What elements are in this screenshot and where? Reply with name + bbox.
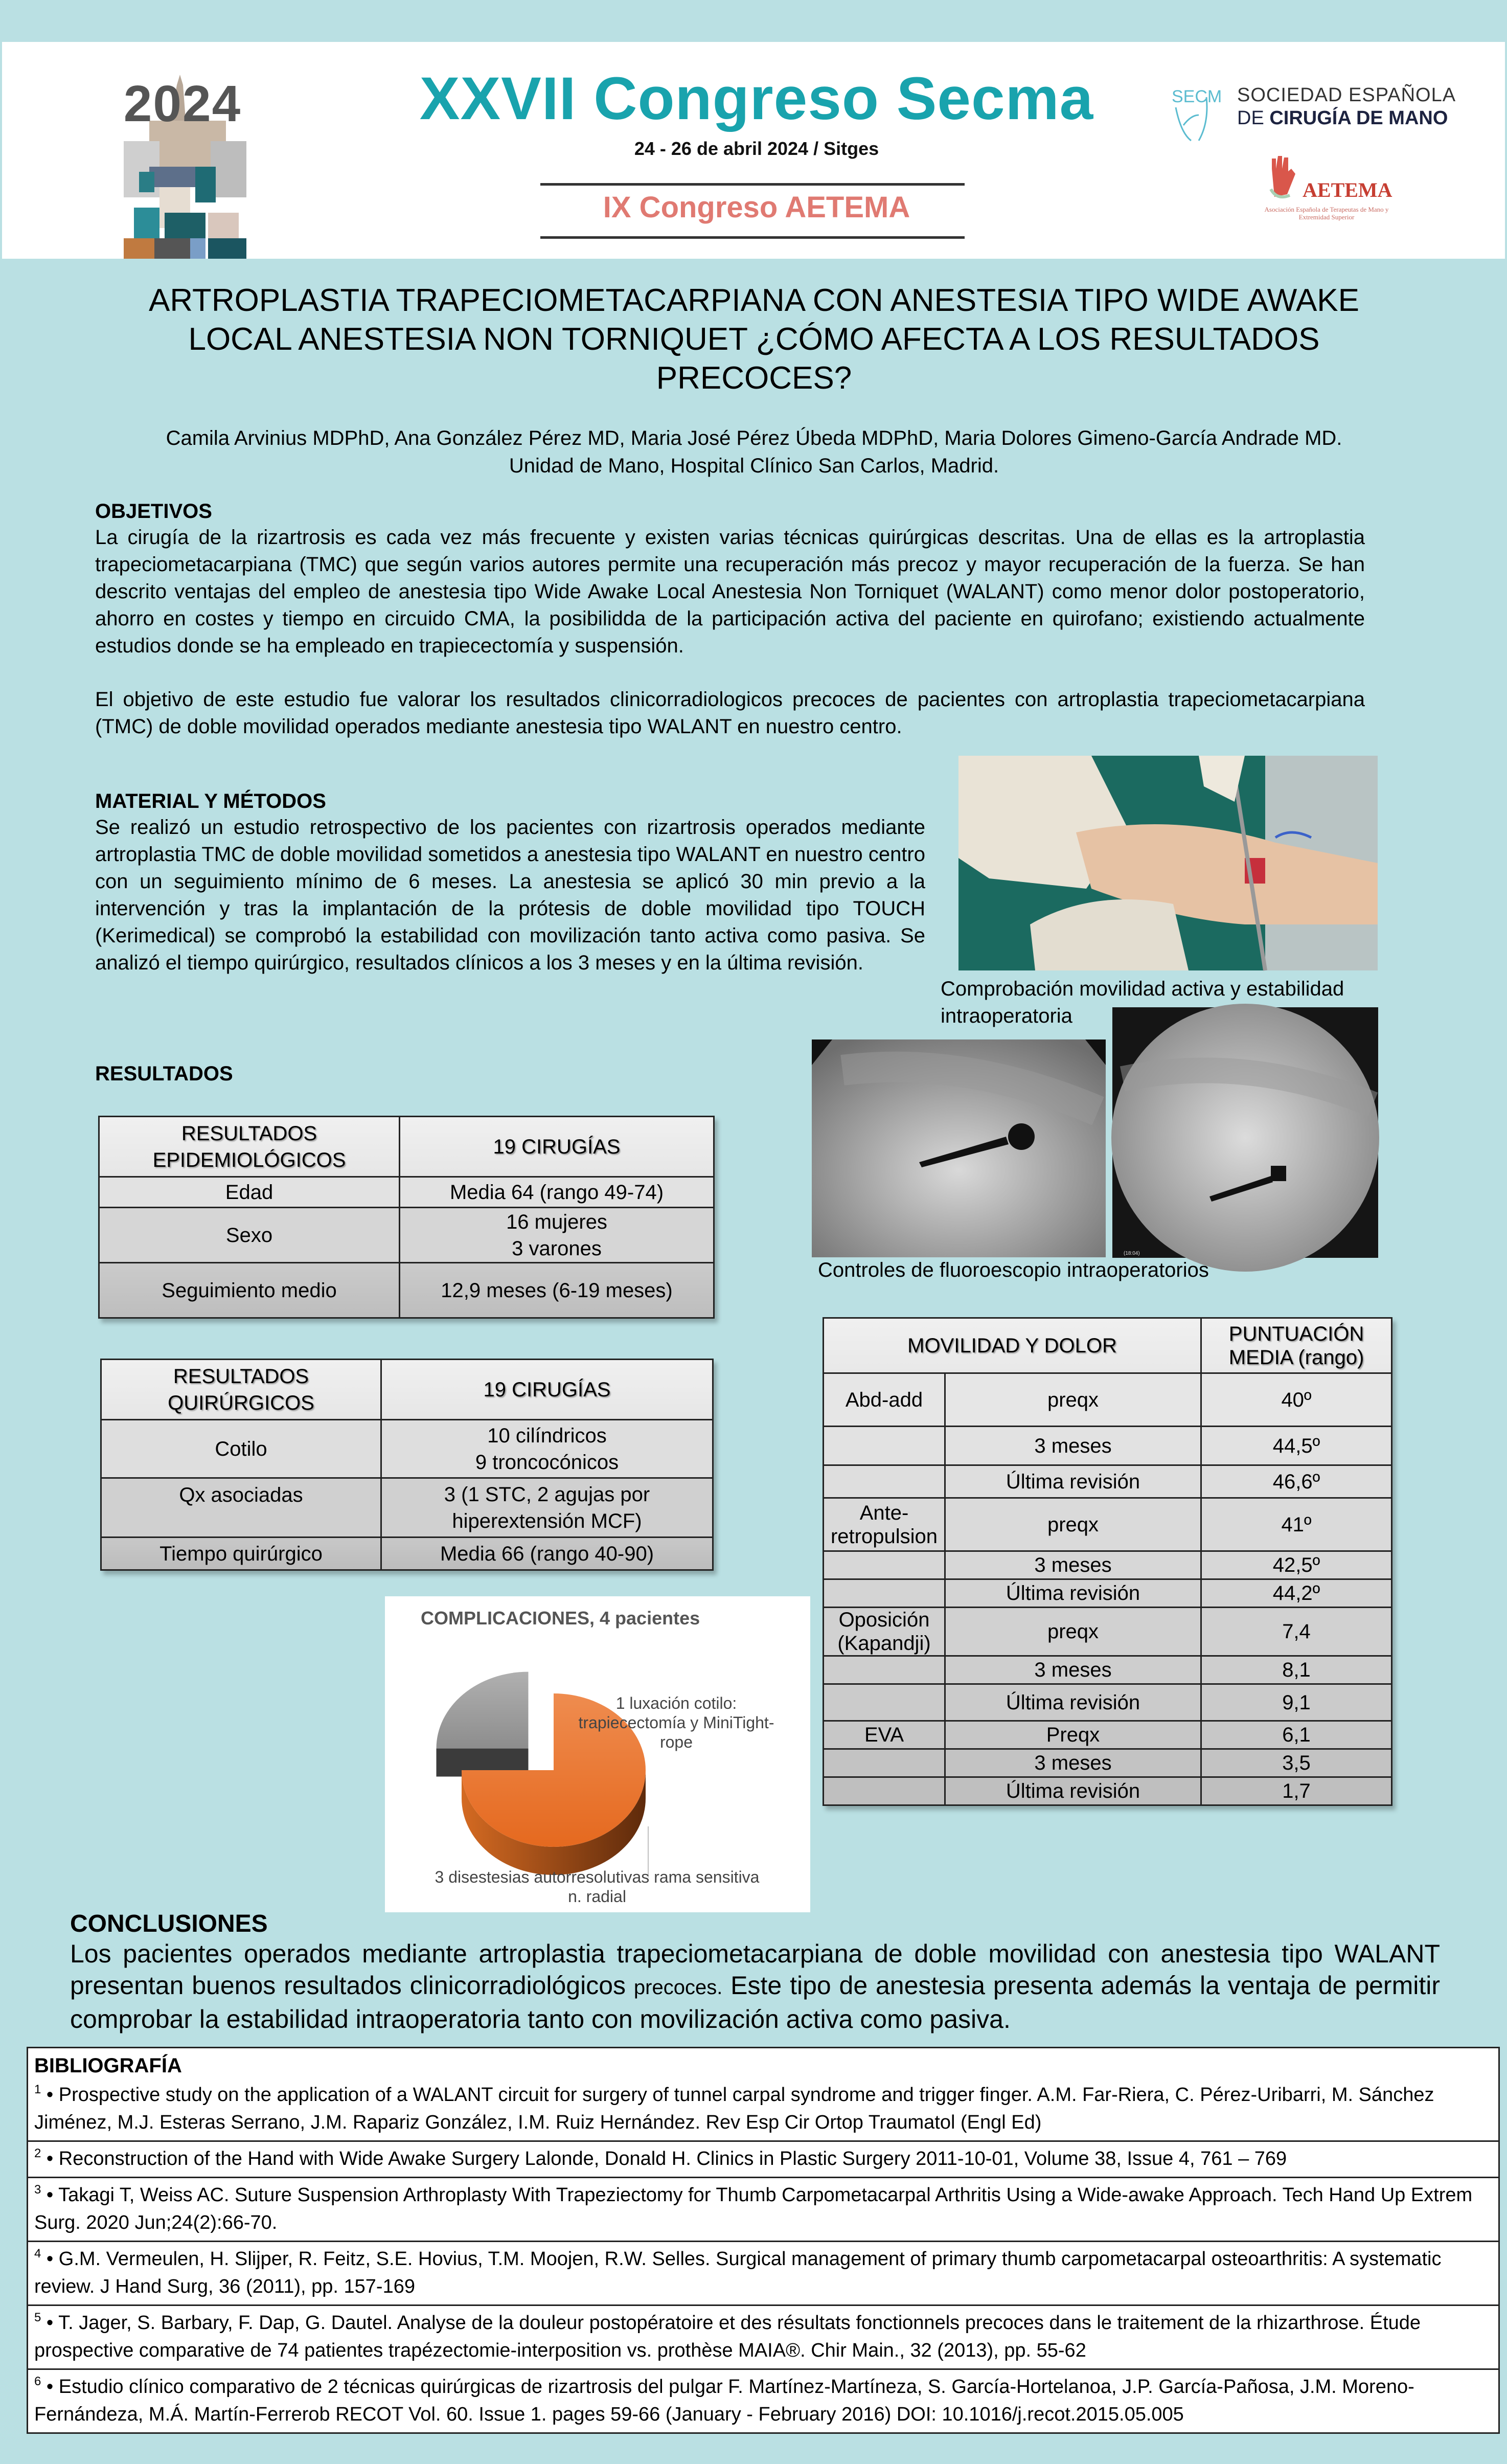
chart-title: COMPLICACIONES, 4 pacientes (421, 1608, 700, 1629)
table-cell-line: 3 varones (512, 1237, 602, 1260)
table-row (824, 1373, 1392, 1427)
pie-label-line: 1 luxación cotilo: (615, 1694, 737, 1712)
table-cell-value: 44,2º (1201, 1579, 1392, 1608)
objetivos-paragraph-2: El objetivo de este estudio fue valorar los resultados clinicorradiologicos precoces de pacientes con artroplastia trapeciometacarpiana (TMC) de doble movilidad operados mediante anestesia tipo WALANT en nuestro centro. (95, 688, 1365, 738)
year-label: 2024 (123, 75, 242, 132)
table-cell-group (824, 1656, 945, 1684)
ref-text: • Estudio clínico comparativo de 2 técnicas quirúrgicas de rizartrosis del pulgar F. Martínez-Martíneza, S. García-Hortelanoa, J.P. García-Pañosa, J.M. Moreno-Fernándeza, M.Á. Martín-Ferrerob RECOT Vol. 60. Issue 1. pages 59-66 (January - February 2016) DOI: 10.1016/j.recot.2015.05.005 (34, 2376, 1414, 2425)
congress-2024-logo (113, 64, 252, 259)
table-row (824, 1684, 1392, 1721)
table-cell: Cotilo (101, 1420, 381, 1478)
aetema-congress-title: IX Congreso AETEMA (603, 191, 910, 224)
table-header-cell: 19 CIRUGÍAS (381, 1360, 713, 1420)
ref-text: • Takagi T, Weiss AC. Suture Suspension Arthroplasty With Trapeziectomy for Thumb Carpometacarpal Arthritis Using a Wide-awake Approach. Tech Hand Up Extrem Surg. 2020 Jun;24(2):66-70. (34, 2184, 1473, 2233)
table-cell-value: 44,5º (1201, 1427, 1392, 1465)
table-cell: Tiempo quirúrgico (101, 1538, 381, 1570)
table-header-row (101, 1360, 713, 1420)
surgical-results-table (100, 1359, 714, 1571)
bibliography (27, 2047, 1500, 2434)
table-cell-value: 6,1 (1201, 1721, 1392, 1749)
table-row (101, 1420, 713, 1478)
conclusiones-heading: CONCLUSIONES (70, 1910, 268, 1937)
table-cell-time: Última revisión (945, 1684, 1201, 1721)
table-cell-group: Abd-add (824, 1373, 945, 1427)
bibliography-heading: BIBLIOGRAFÍA (34, 2054, 182, 2077)
xray-caption: Controles de fluoroescopio intraoperatorios (818, 1259, 1209, 1281)
table-row (824, 1749, 1392, 1777)
poster-title: ARTROPLASTIA TRAPECIOMETACARPIANA CON ANESTESIA TIPO WIDE AWAKE LOCAL ANESTESIA NON TORNIQUET ¿CÓMO AFECTA A LOS RESULTADOS PRECOCES? (148, 283, 1360, 396)
table-header-cell: 19 CIRUGÍAS (400, 1117, 714, 1177)
congress-dates: 24 - 26 de abril 2024 / Sitges (634, 138, 879, 159)
table-row (824, 1551, 1392, 1579)
table-cell: Media 64 (rango 49-74) (400, 1177, 714, 1208)
table-header-cell: RESULTADOS QUIRÚRGICOS (101, 1360, 381, 1420)
table-cell-value: 3,5 (1201, 1749, 1392, 1777)
table-cell-line: hiperextensión MCF) (452, 1509, 642, 1532)
table-row (101, 1538, 713, 1570)
ref-text: • Prospective study on the application of a WALANT circuit for surgery of tunnel carpal syndrome and trigger finger. A.M. Far-Riera, C. Pérez-Uribarri, M. Sánchez Jiménez, M.J. Esteras Serrano, J.M. Rapariz González, I.M. Ruiz Hernández. Rev Esp Cir Ortop Traumatol (Engl Ed) (34, 2084, 1434, 2133)
table-cell-group (824, 1465, 945, 1498)
table-row (824, 1498, 1392, 1551)
table-cell-group (824, 1551, 945, 1579)
table-cell: 12,9 meses (6-19 meses) (400, 1263, 714, 1318)
table-cell-value: 9,1 (1201, 1684, 1392, 1721)
secma-logo-letters: SECM (1172, 87, 1222, 106)
table-header-row (99, 1117, 714, 1177)
table-row (824, 1777, 1392, 1805)
pie-label-line: n. radial (568, 1887, 626, 1906)
table-cell-group (824, 1579, 945, 1608)
ref-number: 5 (34, 2311, 41, 2324)
secma-hand-logo-icon (1171, 66, 1222, 143)
ref-number: 4 (34, 2247, 41, 2260)
table-row (824, 1427, 1392, 1465)
table-row (824, 1608, 1392, 1656)
table-cell-line: 3 (1 STC, 2 agujas por (444, 1483, 650, 1506)
bibliography-item (28, 2304, 1498, 2368)
table-cell: Seguimiento medio (99, 1263, 400, 1318)
table-cell-time: preqx (945, 1608, 1201, 1656)
table-cell-time: 3 meses (945, 1749, 1201, 1777)
table-row (99, 1177, 714, 1208)
xray-image-2 (1112, 1007, 1378, 1258)
table-cell-value: 40º (1201, 1373, 1392, 1427)
society-name-line1: SOCIEDAD ESPAÑOLA (1237, 84, 1456, 106)
conclusiones-text (70, 1938, 1440, 2035)
pie-label-luxacion (559, 1693, 794, 1752)
bibliography-item (28, 2078, 1498, 2140)
table-cell-value: 46,6º (1201, 1465, 1392, 1498)
epidemiology-table (98, 1116, 715, 1319)
ref-number: 3 (34, 2183, 41, 2197)
complications-chart (385, 1596, 810, 1912)
society-name-bold: CIRUGÍA DE MANO (1269, 107, 1448, 129)
table-cell-time: preqx (945, 1498, 1201, 1551)
table-cell-group (824, 1749, 945, 1777)
table-cell-group: Ante-retropulsion (824, 1498, 945, 1551)
objetivos-heading: OBJETIVOS (95, 500, 212, 523)
table-cell-time: Última revisión (945, 1465, 1201, 1498)
table-cell (381, 1478, 713, 1538)
surgery-photo (958, 756, 1378, 970)
table-row (824, 1656, 1392, 1684)
table-cell-group: EVA (824, 1721, 945, 1749)
table-cell (400, 1208, 714, 1263)
mobility-pain-table (823, 1317, 1392, 1806)
table-row (101, 1478, 713, 1538)
conclusiones-text-a: Los pacientes operados mediante artroplastia trapeciometacarpiana de doble movilidad con anestesia tipo WALANT presentan buenos resultados clinicorradiológicos (70, 1939, 1440, 2000)
aetema-subtitle: Asociación Española de Terapeutas de Mano y Extremidad Superior (1264, 206, 1389, 221)
pie-label-disestesias (395, 1867, 799, 1906)
table-cell-group (824, 1427, 945, 1465)
table-cell-time: Última revisión (945, 1777, 1201, 1805)
table-cell-group: Oposición (Kapandji) (824, 1608, 945, 1656)
table-row (99, 1263, 714, 1318)
society-name-line2 (1237, 107, 1448, 129)
ref-number: 2 (34, 2146, 41, 2160)
table-cell: Media 66 (rango 40-90) (381, 1538, 713, 1570)
table-cell-value: 1,7 (1201, 1777, 1392, 1805)
table-cell: Sexo (99, 1208, 400, 1263)
table-cell-time: preqx (945, 1373, 1201, 1427)
pie-label-line: trapiecectomía y MiniTight- (578, 1713, 774, 1732)
table-row (99, 1208, 714, 1263)
table-header-row (824, 1318, 1392, 1373)
pie-chart-svg (385, 1596, 810, 1912)
pie-label-line: 3 disestesias autorresolutivas rama sensitiva (435, 1868, 760, 1886)
xray-timestamp: (18:04) (1124, 1251, 1140, 1256)
table-header-cell: PUNTUACIÓN MEDIA (rango) (1201, 1318, 1392, 1373)
table-cell-time: 3 meses (945, 1551, 1201, 1579)
pie-label-line: rope (659, 1733, 693, 1751)
table-row (824, 1721, 1392, 1749)
material-heading: MATERIAL Y MÉTODOS (95, 790, 326, 812)
xray-image-1 (812, 1039, 1106, 1257)
table-cell-time: Preqx (945, 1721, 1201, 1749)
table-cell: Edad (99, 1177, 400, 1208)
ref-text: • Reconstruction of the Hand with Wide Awake Surgery Lalonde, Donald H. Clinics in Plastic Surgery 2011-10-01, Volume 38, Issue 4, 761 – 769 (41, 2148, 1287, 2169)
aetema-hand-icon (1267, 153, 1297, 199)
table-cell-line: 9 troncocónicos (475, 1451, 619, 1474)
ref-number: 1 (34, 2083, 41, 2096)
divider-bottom (540, 236, 965, 239)
table-cell-time: 3 meses (945, 1427, 1201, 1465)
objetivos-paragraph-1: La cirugía de la rizartrosis es cada vez más frecuente y existen varias técnicas quirúrgicas descritas. Una de ellas es la artroplastia trapeciometacarpiana (TMC) que según varios autores permite una recuperación más precoz y mayor recuperación de la fuerza. Se han descrito ventajas del empleo de anestesia tipo Wide Awake Local Anestesia Non Torniquet (WALANT) como menor dolor postoperatorio, ahorro en costes y tiempo en circuido CMA, la posibilidda de la participación activa del paciente en quirofano; existiendo actualmente estudios donde se ha empleado en trapiecectomía y suspensión. (95, 526, 1365, 657)
authors: Camila Arvinius MDPhD, Ana González Pérez MD, Maria José Pérez Úbeda MDPhD, Maria Dolores Gimeno-García Andrade MD. Unidad de Mano, Hospital Clínico San Carlos, Madrid. (166, 427, 1342, 477)
table-cell-line: 16 mujeres (506, 1210, 607, 1233)
table-cell-group (824, 1684, 945, 1721)
conclusiones-text-small: precoces. (633, 1976, 723, 1999)
table-cell-value: 8,1 (1201, 1656, 1392, 1684)
conclusiones-text-b: Este tipo de anestesia presenta además la ventaja de permitir comprobar la estabilidad intraoperatoria tanto con movilización activa como pasiva. (70, 1971, 1440, 2033)
table-row (824, 1465, 1392, 1498)
table-cell-line: 10 cilíndricos (487, 1424, 607, 1447)
bibliography-item (28, 2368, 1498, 2432)
pie-slice-luxacion (437, 1672, 529, 1749)
resultados-heading: RESULTADOS (95, 1063, 233, 1085)
material-text: Se realizó un estudio retrospectivo de los pacientes con rizartrosis operados mediante artroplastia TMC de doble movilidad sometidos a anestesia tipo WALANT en nuestro centro con un seguimiento mínimo de 6 meses. La anestesia se aplicó 30 min previo a la intervención y tras la implantación de la prótesis de doble movilidad tipo TOUCH (Kerimedical) se comprobó la estabilidad con movilización tanto activa como pasiva. Se analizó el tiempo quirúrgico, resultados clínicos a los 3 meses y en la última revisión. (95, 816, 925, 974)
table-cell-time: 3 meses (945, 1656, 1201, 1684)
table-cell-time: Última revisión (945, 1579, 1201, 1608)
bibliography-item (28, 2140, 1498, 2177)
ref-text: • T. Jager, S. Barbary, F. Dap, G. Dautel. Analyse de la douleur postopératoire et des résultats fonctionnels precoces dans le traitement de la rhizarthrose. Étude prospective comparative de 74 patientes trapézectomie-interposition vs. prothèse MAIA®. Chir Main., 32 (2013), pp. 55-62 (34, 2312, 1421, 2361)
table-cell (381, 1420, 713, 1478)
divider-top (540, 183, 965, 186)
ref-text: • G.M. Vermeulen, H. Slijper, R. Feitz, S.E. Hovius, T.M. Moojen, R.W. Selles. Surgical management of primary thumb carpometacarpal osteoarthritis: A systematic review. J Hand Surg, 36 (2011), pp. 157-169 (34, 2248, 1442, 2297)
table-cell-value: 42,5º (1201, 1551, 1392, 1579)
aetema-logo-text: AETEMA (1303, 178, 1392, 201)
mobility-table-body (824, 1373, 1392, 1805)
table-cell-group (824, 1777, 945, 1805)
society-name-prefix: DE (1237, 107, 1264, 129)
bibliography-item (28, 2177, 1498, 2241)
bibliography-item (28, 2241, 1498, 2304)
table-cell-value: 41º (1201, 1498, 1392, 1551)
table-cell: Qx asociadas (101, 1478, 381, 1538)
surgery-caption: Comprobación movilidad activa y estabilidad intraoperatoria (941, 978, 1344, 1027)
congress-title: XXVII Congreso Secma (419, 65, 1094, 132)
table-cell-value: 7,4 (1201, 1608, 1392, 1656)
table-header-cell: MOVILIDAD Y DOLOR (824, 1318, 1201, 1373)
table-row (824, 1579, 1392, 1608)
ref-number: 6 (34, 2375, 41, 2388)
table-header-cell: RESULTADOS EPIDEMIOLÓGICOS (99, 1117, 400, 1177)
